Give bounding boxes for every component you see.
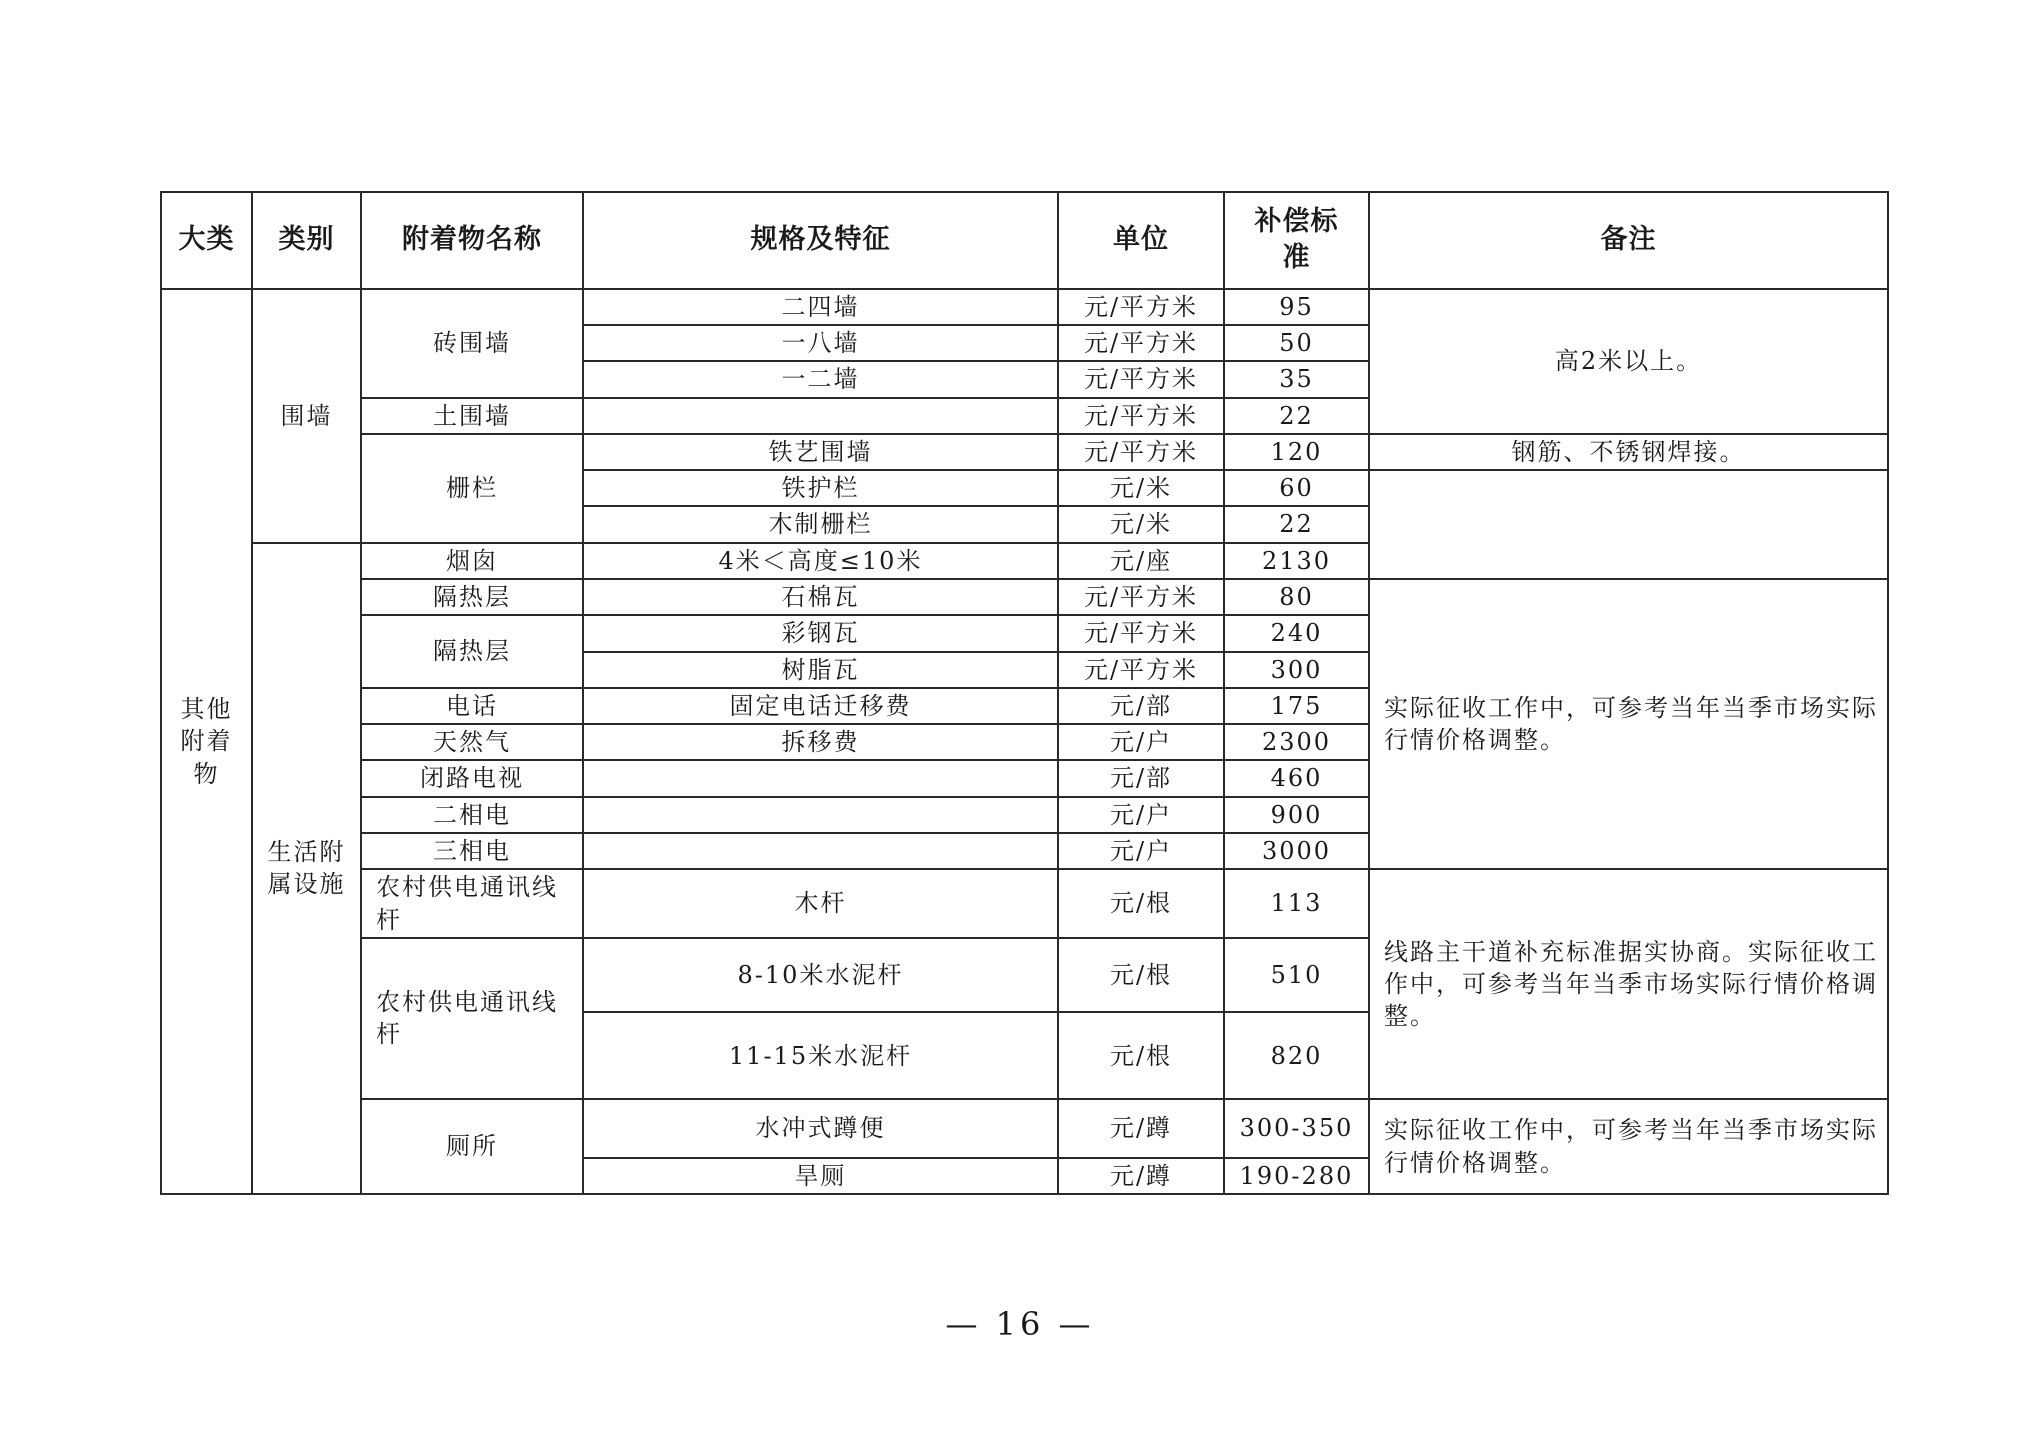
name-insulation: 隔热层: [361, 579, 583, 615]
unit-cell: 元/平方米: [1058, 579, 1224, 615]
name-cctv: 闭路电视: [361, 760, 583, 796]
unit-cell: 元/根: [1058, 1012, 1224, 1099]
standard-cell: 22: [1224, 506, 1369, 542]
unit-cell: 元/根: [1058, 869, 1224, 938]
header-spec: 规格及特征: [583, 192, 1058, 289]
standard-cell: 80: [1224, 579, 1369, 615]
name-toilet: 厕所: [361, 1099, 583, 1194]
spec-cell: 木杆: [583, 869, 1058, 938]
standard-cell: 120: [1224, 434, 1369, 470]
name-three-phase: 三相电: [361, 833, 583, 869]
unit-cell: 元/平方米: [1058, 361, 1224, 397]
note-wall-height: 高2米以上。: [1369, 289, 1888, 434]
unit-cell: 元/部: [1058, 760, 1224, 796]
table-row: [161, 289, 1888, 325]
spec-cell: 拆移费: [583, 724, 1058, 760]
standard-cell: 900: [1224, 797, 1369, 833]
note-iron: 钢筋、不锈钢焊接。: [1369, 434, 1888, 470]
standard-cell: 50: [1224, 325, 1369, 361]
spec-cell: 铁护栏: [583, 470, 1058, 506]
header-major: 大类: [161, 192, 252, 289]
header-note: 备注: [1369, 192, 1888, 289]
unit-cell: 元/户: [1058, 797, 1224, 833]
compensation-table: [160, 191, 1889, 1195]
spec-cell: 树脂瓦: [583, 652, 1058, 688]
name-pole: 农村供电通讯线杆: [361, 938, 583, 1099]
name-gas: 天然气: [361, 724, 583, 760]
page-number: — 16 —: [945, 1305, 1095, 1343]
standard-cell: 300: [1224, 652, 1369, 688]
standard-cell: 820: [1224, 1012, 1369, 1099]
spec-cell: [583, 833, 1058, 869]
header-category: 类别: [252, 192, 361, 289]
name-fence: 栅栏: [361, 434, 583, 543]
standard-cell: 190-280: [1224, 1158, 1369, 1194]
spec-cell: [583, 797, 1058, 833]
unit-cell: 元/根: [1058, 938, 1224, 1013]
unit-cell: 元/平方米: [1058, 289, 1224, 325]
header-row: [161, 192, 1888, 289]
note-pole: 线路主干道补充标准据实协商。实际征收工作中，可参考当年当季市场实际行情价格调整。: [1369, 869, 1888, 1099]
unit-cell: 元/蹲: [1058, 1099, 1224, 1157]
unit-cell: 元/户: [1058, 833, 1224, 869]
name-two-phase: 二相电: [361, 797, 583, 833]
spec-cell: 一八墙: [583, 325, 1058, 361]
note-market: 实际征收工作中，可参考当年当季市场实际行情价格调整。: [1369, 579, 1888, 869]
unit-cell: 元/米: [1058, 506, 1224, 542]
standard-cell: 510: [1224, 938, 1369, 1013]
header-unit: 单位: [1058, 192, 1224, 289]
table-row: [161, 579, 1888, 615]
spec-cell: 11-15米水泥杆: [583, 1012, 1058, 1099]
unit-cell: 元/平方米: [1058, 398, 1224, 434]
standard-cell: 2300: [1224, 724, 1369, 760]
standard-cell: 2130: [1224, 543, 1369, 579]
name-brick-wall: 砖围墙: [361, 289, 583, 398]
standard-cell: 35: [1224, 361, 1369, 397]
table-row: [161, 1099, 1888, 1157]
category-living: 生活附属设施: [252, 543, 361, 1194]
standard-cell: 175: [1224, 688, 1369, 724]
spec-cell: 彩钢瓦: [583, 615, 1058, 651]
spec-cell: 固定电话迁移费: [583, 688, 1058, 724]
spec-cell: 石棉瓦: [583, 579, 1058, 615]
spec-cell: 二四墙: [583, 289, 1058, 325]
unit-cell: 元/平方米: [1058, 434, 1224, 470]
name-chimney: 烟囱: [361, 543, 583, 579]
unit-cell: 元/平方米: [1058, 325, 1224, 361]
standard-cell: 240: [1224, 615, 1369, 651]
standard-cell: 95: [1224, 289, 1369, 325]
spec-cell: 4米＜高度≤10米: [583, 543, 1058, 579]
standard-cell: 60: [1224, 470, 1369, 506]
spec-cell: 水冲式蹲便: [583, 1099, 1058, 1157]
table-row: [161, 869, 1888, 938]
standard-cell: 22: [1224, 398, 1369, 434]
standard-cell: 300-350: [1224, 1099, 1369, 1157]
unit-cell: 元/户: [1058, 724, 1224, 760]
header-standard: 补偿标准: [1224, 192, 1369, 289]
standard-cell: 3000: [1224, 833, 1369, 869]
name-earth-wall: 土围墙: [361, 398, 583, 434]
unit-cell: 元/座: [1058, 543, 1224, 579]
unit-cell: 元/部: [1058, 688, 1224, 724]
unit-cell: 元/平方米: [1058, 652, 1224, 688]
unit-cell: 元/米: [1058, 470, 1224, 506]
note-toilet: 实际征收工作中，可参考当年当季市场实际行情价格调整。: [1369, 1099, 1888, 1194]
name-pole: 农村供电通讯线杆: [361, 869, 583, 938]
spec-cell: [583, 398, 1058, 434]
note-empty: [1369, 470, 1888, 579]
spec-cell: 一二墙: [583, 361, 1058, 397]
standard-cell: 460: [1224, 760, 1369, 796]
spec-cell: 旱厕: [583, 1158, 1058, 1194]
name-insulation: 隔热层: [361, 615, 583, 688]
standard-cell: 113: [1224, 869, 1369, 938]
table-row: [161, 434, 1888, 470]
spec-cell: 8-10米水泥杆: [583, 938, 1058, 1013]
major-category-cell: 其他附着物: [161, 289, 252, 1194]
category-wall: 围墙: [252, 289, 361, 543]
name-phone: 电话: [361, 688, 583, 724]
unit-cell: 元/蹲: [1058, 1158, 1224, 1194]
header-name: 附着物名称: [361, 192, 583, 289]
spec-cell: 铁艺围墙: [583, 434, 1058, 470]
spec-cell: 木制栅栏: [583, 506, 1058, 542]
unit-cell: 元/平方米: [1058, 615, 1224, 651]
spec-cell: [583, 760, 1058, 796]
